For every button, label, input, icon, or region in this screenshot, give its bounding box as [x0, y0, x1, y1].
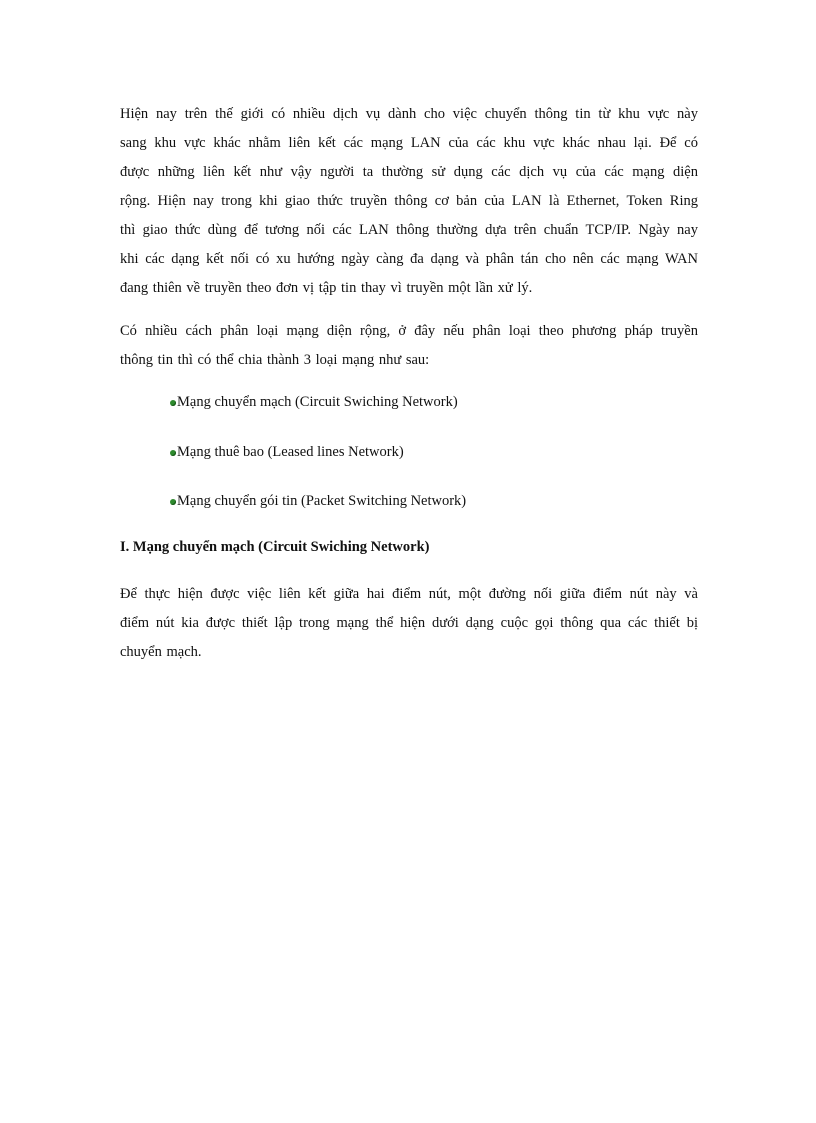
document-body: [120, 100, 698, 667]
paragraph-line: khi các dạng kết nối có xu hướng ngày càng đa dạng và phân tán cho nên các mạng WAN: [120, 251, 698, 267]
paragraph-line: Hiện nay trên thế giới có nhiều dịch vụ dành cho việc chuyển thông tin từ khu vực này: [120, 106, 698, 122]
list-item: [120, 487, 698, 537]
list-item: [120, 388, 698, 438]
list-item-text: Mạng chuyển gói tin (Packet Switching Network): [177, 493, 467, 509]
section-heading: I. Mạng chuyển mạch (Circuit Swiching Network): [120, 538, 430, 555]
network-type-list: [120, 388, 698, 537]
paragraph-line: điểm nút kia được thiết lập trong mạng thể hiện dưới dạng cuộc gọi thông qua các thiết bị: [120, 614, 698, 631]
paragraph-line: thì giao thức dùng để tương nối các LAN thông thường dựa trên chuẩn TCP/IP. Ngày nay: [120, 222, 698, 238]
paragraph-line: thông tin thì có thể chia thành 3 loại mạng như sau:: [120, 352, 430, 368]
paragraph-circuit-switching: [120, 580, 698, 667]
list-item-text: Mạng thuê bao (Leased lines Network): [177, 443, 404, 460]
paragraph-line: rộng. Hiện nay trong khi giao thức truyền thông cơ bản của LAN là Ethernet, Token Ring: [120, 193, 698, 209]
paragraph-intro: [120, 100, 698, 303]
paragraph-line: chuyển mạch.: [120, 643, 202, 660]
paragraph-line: được những liên kết như vậy người ta thường sử dụng các dịch vụ của các mạng diện: [120, 164, 698, 180]
bullet-icon: [170, 499, 176, 505]
list-item: [120, 438, 698, 488]
list-item-text: Mạng chuyển mạch (Circuit Swiching Network): [177, 394, 458, 410]
paragraph-line: đang thiên về truyền theo đơn vị tập tin thay vì truyền một lần xử lý.: [120, 280, 533, 296]
paragraph-line: sang khu vực khác nhằm liên kết các mạng LAN của các khu vực khác nhau lại. Để có: [120, 135, 698, 151]
paragraph-line: Có nhiều cách phân loại mạng diện rộng, ở đây nếu phân loại theo phương pháp truyền: [120, 323, 698, 339]
bullet-icon: [170, 400, 176, 406]
bullet-icon: [170, 450, 176, 456]
paragraph-line: Để thực hiện được việc liên kết giữa hai điểm nút, một đường nối giữa điểm nút này và: [120, 585, 698, 602]
paragraph-classification: [120, 317, 698, 375]
